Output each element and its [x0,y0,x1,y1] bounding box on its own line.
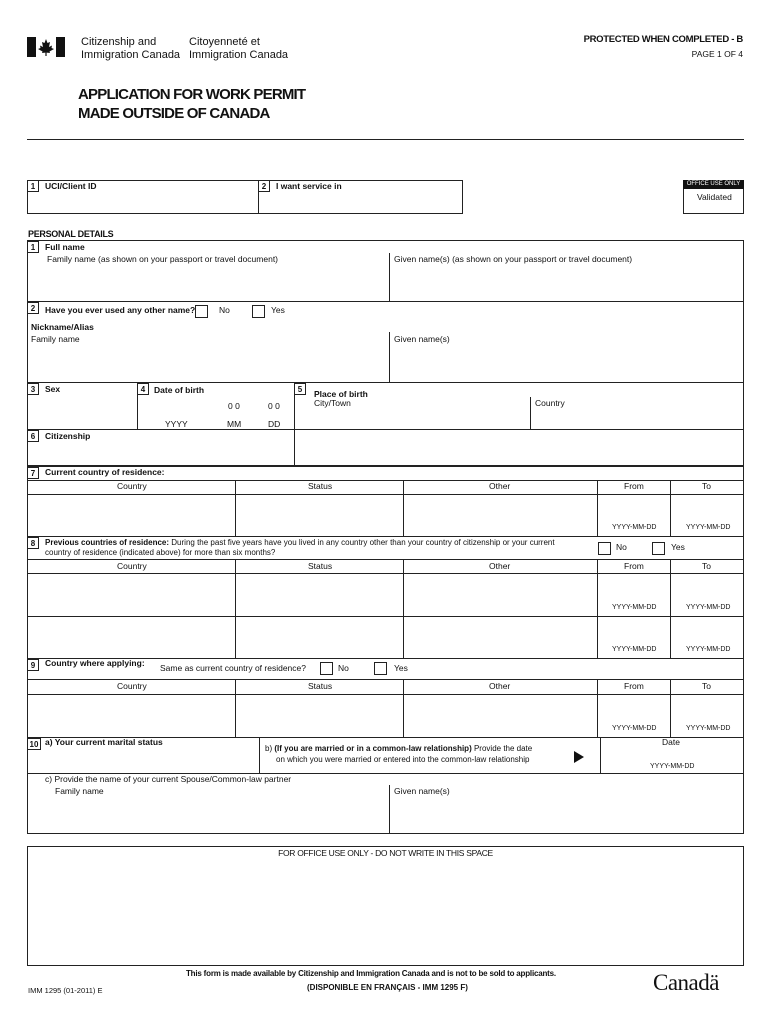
q9-from-format: YYYY-MM-DD [612,725,657,732]
page-number: PAGE 1 OF 4 [691,49,743,59]
citizenship-label: Citizenship [45,431,91,441]
full-name-label: Full name [45,242,85,252]
q9-from-input[interactable] [600,697,667,723]
current-residence-number: 7 [27,467,39,479]
q7-other-input[interactable] [406,497,594,533]
current-residence-label: Current country of residence: [45,467,165,477]
q8-col-to: To [702,561,711,571]
uci-label: UCI/Client ID [45,181,97,191]
country-applying-label: Country where applying: [45,658,145,668]
service-language-label: I want service in [276,181,342,191]
q8-row1-from-format: YYYY-MM-DD [612,604,657,611]
alias-given-name-label: Given name(s) [394,334,450,344]
q9-col-from: From [624,681,644,691]
q9-country-input[interactable] [30,697,232,735]
family-name-passport-label: Family name (as shown on your passport or travel document) [47,254,279,264]
q9-col-to: To [702,681,711,691]
full-name-number: 1 [27,241,39,253]
q8-row1-from-input[interactable] [600,576,667,600]
q7-from-input[interactable] [600,497,667,521]
marriage-date-question-line2: on which you were married or entered into the common-law relationship [276,755,530,764]
previous-residence-number: 8 [27,537,39,549]
dob-input[interactable] [150,398,290,418]
same-as-current-question: Same as current country of residence? [160,663,306,673]
personal-details-heading: PERSONAL DETAILS [28,229,114,239]
previous-residence-no-checkbox[interactable] [598,542,611,555]
service-language-input[interactable] [262,194,460,212]
q7-col-status: Status [308,481,333,491]
q9-to-format: YYYY-MM-DD [686,725,731,732]
marital-number: 10 [27,738,41,750]
q7-col-from: From [624,481,644,491]
q8-col-status: Status [308,561,333,571]
place-of-birth-label: Place of birth [314,389,368,399]
q8-row2-status-input[interactable] [238,619,400,655]
q9-col-status: Status [308,681,333,691]
dept-name-en-line1: Citizenship and [81,36,157,48]
dob-number: 4 [137,383,149,395]
header-divider [27,139,744,140]
q9-to-input[interactable] [673,697,741,723]
office-use-only-label: FOR OFFICE USE ONLY - DO NOT WRITE IN THIS SPACE [278,848,493,858]
alias-family-name-input[interactable] [30,348,386,378]
dob-label: Date of birth [154,385,205,395]
q8-col-other: Other [489,561,511,571]
marital-status-label: a) Your current marital status [45,737,163,747]
protected-notice: PROTECTED WHEN COMPLETED - B [583,34,743,45]
q8-row1-to-format: YYYY-MM-DD [686,604,731,611]
dept-name-en-line2: Immigration Canada [81,49,181,61]
q8-row2-to-format: YYYY-MM-DD [686,646,731,653]
q7-col-to: To [702,481,711,491]
form-title-line1: APPLICATION FOR WORK PERMIT [78,86,306,103]
q8-row1-status-input[interactable] [238,576,400,612]
other-name-yes-label: Yes [271,305,285,315]
spouse-given-name-label: Given name(s) [394,786,450,796]
citizenship-input[interactable] [30,444,290,464]
uci-input[interactable] [30,194,255,212]
q7-to-format: YYYY-MM-DD [686,524,731,531]
q8-row2-from-format: YYYY-MM-DD [612,646,657,653]
q9-col-other: Other [489,681,511,691]
sex-number: 3 [27,383,39,395]
dept-name-fr-line1: Citoyenneté et [189,36,260,48]
dept-name-fr-line2: Immigration Canada [189,49,289,61]
family-name-input[interactable] [45,268,385,298]
other-name-number: 2 [27,302,39,314]
q8-row2-from-input[interactable] [600,619,667,643]
office-use-area [27,846,744,966]
dob-mm-label: MM [227,419,242,429]
alias-given-name-input[interactable] [392,348,740,378]
form-title-line2: MADE OUTSIDE OF CANADA [78,105,270,122]
footer-notice: This form is made available by Citizenship and Immigration Canada and is not to be sold to applicants. [186,969,556,978]
office-use-label: OFFICE USE ONLY [683,180,744,189]
q8-row1-to-input[interactable] [673,576,741,600]
marriage-date-format: YYYY-MM-DD [650,763,695,770]
other-name-yes-checkbox[interactable] [252,305,265,318]
q8-col-country: Country [117,561,147,571]
footer-french-availability: (DISPONIBLE EN FRANÇAIS - IMM 1295 F) [307,983,468,992]
q7-to-input[interactable] [673,497,741,521]
q8-row1-other-input[interactable] [406,576,594,612]
q9-other-input[interactable] [406,697,594,735]
canada-flag-icon [27,37,65,57]
citizenship-number: 6 [27,430,39,442]
q7-status-input[interactable] [238,497,400,533]
birth-country-input[interactable] [534,410,740,426]
form-id: IMM 1295 (01-2011) E [28,986,103,995]
q9-status-input[interactable] [238,697,400,735]
country-applying-number: 9 [27,659,39,671]
q7-country-input[interactable] [30,497,232,533]
spouse-family-name-input[interactable] [45,800,385,830]
other-name-no-label: No [219,305,230,315]
q8-row2-to-input[interactable] [673,619,741,643]
alias-family-name-label: Family name [31,334,80,344]
nickname-label: Nickname/Alias [31,322,94,332]
q9-col-country: Country [117,681,147,691]
place-of-birth-number: 5 [294,383,306,395]
other-name-question: Have you ever used any other name? [45,305,196,315]
previous-residence-yes-label: Yes [671,542,685,552]
q7-col-country: Country [117,481,147,491]
q8-row2-country-input[interactable] [30,619,232,655]
birth-country-label: Country [535,398,565,408]
previous-residence-question-line2: country of residence (indicated above) for more than six months? [45,548,276,557]
same-country-yes-checkbox[interactable] [374,662,387,675]
previous-residence-question: Previous countries of residence: During the past five years have you lived in any country other than your country of citizenship or your current [45,538,555,547]
other-name-no-checkbox[interactable] [195,305,208,318]
validated-label: Validated [697,192,732,202]
sex-input[interactable] [30,398,134,426]
sex-label: Sex [45,384,61,394]
same-country-no-checkbox[interactable] [320,662,333,675]
arrow-right-icon [574,751,584,763]
spouse-name-instruction: c) Provide the name of your current Spouse/Common-law partner [45,774,292,784]
dob-yyyy-label: YYYY [165,419,188,429]
spouse-given-name-input[interactable] [392,800,740,830]
q1-number: 1 [27,180,39,192]
spouse-family-name-label: Family name [55,786,104,796]
same-country-yes-label: Yes [394,663,408,673]
q7-from-format: YYYY-MM-DD [612,524,657,531]
dob-dd-label: DD [268,419,281,429]
marital-status-input[interactable] [45,750,255,770]
canada-wordmark: Canadä [653,970,719,995]
q7-col-other: Other [489,481,511,491]
q2-number: 2 [258,180,270,192]
q8-row1-country-input[interactable] [30,576,232,612]
previous-residence-no-label: No [616,542,627,552]
city-town-label: City/Town [314,398,351,408]
marriage-date-question: b) (If you are married or in a common-law relationship) Provide the date [265,744,533,753]
q8-col-from: From [624,561,644,571]
birth-city-input[interactable] [312,410,526,426]
same-country-no-label: No [338,663,349,673]
dob-month-marker: 0 0 [228,401,240,411]
previous-residence-yes-checkbox[interactable] [652,542,665,555]
given-name-input[interactable] [392,268,740,298]
given-name-passport-label: Given name(s) (as shown on your passport or travel document) [394,254,633,264]
q8-row2-other-input[interactable] [406,619,594,655]
dob-day-marker: 0 0 [268,401,280,411]
marriage-date-input[interactable] [604,749,740,762]
marriage-date-label: Date [662,737,680,747]
